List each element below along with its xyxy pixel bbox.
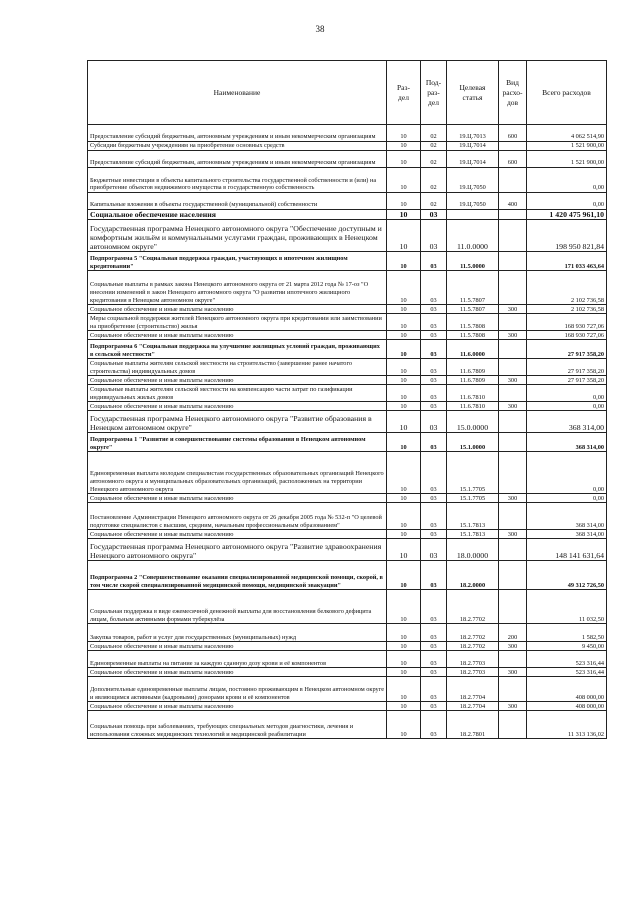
cell-podrazdel: 03 (421, 359, 447, 376)
cell-target: 11.5.7808 (447, 331, 499, 340)
cell-vid (499, 590, 527, 624)
cell-target: 15.0.0000 (447, 411, 499, 433)
cell-target: 15.1.0000 (447, 433, 499, 452)
cell-name: Подпрограмма 2 "Совершенствование оказания специализированной медицинской помощи, скорой, в том числе скорой специализированной медицинской помощи, медицинской эвакуации" (88, 561, 387, 590)
cell-razdel: 10 (387, 590, 421, 624)
table-row (88, 624, 607, 642)
table-row (88, 530, 607, 539)
cell-razdel: 10 (387, 340, 421, 359)
cell-total: 1 521 900,00 (527, 142, 607, 151)
cell-target: 15.1.7705 (447, 452, 499, 494)
cell-name: Социальное обеспечение населения (88, 210, 387, 220)
cell-vid (499, 503, 527, 530)
cell-name: Меры социальной поддержки жителей Ненецкого автономного округа при кредитовании или заимствовании на приобретение (строительство) жилья (88, 314, 387, 331)
cell-target: 18.2.0000 (447, 561, 499, 590)
cell-vid: 300 (499, 331, 527, 340)
table-row (88, 193, 607, 210)
table-row (88, 561, 607, 590)
cell-razdel: 10 (387, 168, 421, 193)
cell-name: Единовременная выплата молодым специалистам государственных образовательных организаций Ненецкого автономного округа и муниципальных образовательных организаций, расположенных на территории Ненецкого автономного округа (88, 452, 387, 494)
table-row (88, 271, 607, 305)
cell-vid: 300 (499, 668, 527, 677)
cell-target: 11.6.7809 (447, 376, 499, 385)
cell-vid (499, 385, 527, 402)
cell-razdel: 10 (387, 494, 421, 503)
cell-podrazdel: 03 (421, 677, 447, 702)
cell-target: 11.0.0000 (447, 220, 499, 252)
cell-razdel: 10 (387, 385, 421, 402)
table-body (88, 125, 607, 739)
cell-total: 49 312 726,50 (527, 561, 607, 590)
cell-podrazdel: 03 (421, 340, 447, 359)
table-row (88, 642, 607, 651)
cell-podrazdel: 03 (421, 376, 447, 385)
cell-target: 18.2.7703 (447, 651, 499, 668)
cell-target: 18.2.7702 (447, 642, 499, 651)
table-row (88, 220, 607, 252)
cell-vid: 300 (499, 530, 527, 539)
cell-total: 368 314,00 (527, 503, 607, 530)
header-total: Всего расходов (527, 61, 607, 125)
page-number: 38 (315, 24, 325, 34)
table-header-row (88, 61, 607, 125)
cell-name: Социальная помощь при заболеваниях, требующих специальных методов диагностики, лечения и использования сложных медицинских технологий и медицинской реабилитации (88, 711, 387, 739)
cell-name: Социальное обеспечение и иные выплаты населению (88, 402, 387, 411)
cell-total: 148 141 631,64 (527, 539, 607, 561)
cell-vid: 400 (499, 193, 527, 210)
table-row (88, 590, 607, 624)
table-row (88, 314, 607, 331)
table-row (88, 539, 607, 561)
cell-vid (499, 433, 527, 452)
cell-razdel: 10 (387, 711, 421, 739)
cell-razdel: 10 (387, 702, 421, 711)
cell-razdel: 10 (387, 651, 421, 668)
cell-target: 18.2.7801 (447, 711, 499, 739)
cell-vid (499, 651, 527, 668)
cell-total: 0,00 (527, 168, 607, 193)
cell-razdel: 10 (387, 151, 421, 168)
cell-podrazdel: 02 (421, 193, 447, 210)
cell-total: 2 102 736,58 (527, 305, 607, 314)
cell-podrazdel: 03 (421, 624, 447, 642)
cell-vid: 300 (499, 494, 527, 503)
cell-total: 0,00 (527, 452, 607, 494)
cell-podrazdel: 03 (421, 252, 447, 271)
table-row (88, 677, 607, 702)
cell-total: 11 313 136,02 (527, 711, 607, 739)
cell-name: Социальное обеспечение и иные выплаты населению (88, 530, 387, 539)
table-row (88, 125, 607, 142)
cell-podrazdel: 03 (421, 668, 447, 677)
cell-vid (499, 142, 527, 151)
cell-name: Социальные выплаты в рамках закона Ненецкого автономного округа от 21 марта 2012 года № 17-оз "О внесении изменений в закон Ненецкого автономного округа "О развитии ипотечного жилищного кредитования в Ненецком автономном округе" (88, 271, 387, 305)
cell-vid: 600 (499, 125, 527, 142)
table-row (88, 151, 607, 168)
cell-target: 11.6.7809 (447, 359, 499, 376)
cell-total: 27 917 358,20 (527, 376, 607, 385)
cell-podrazdel: 03 (421, 305, 447, 314)
cell-podrazdel: 03 (421, 385, 447, 402)
cell-target: 19.Ц.7014 (447, 142, 499, 151)
cell-podrazdel: 03 (421, 642, 447, 651)
cell-name: Социальное обеспечение и иные выплаты населению (88, 494, 387, 503)
cell-vid: 300 (499, 702, 527, 711)
cell-name: Подпрограмма 6 "Социальная поддержка на улучшение жилищных условий граждан, проживающих в сельской местности" (88, 340, 387, 359)
cell-razdel: 10 (387, 642, 421, 651)
cell-total: 523 316,44 (527, 668, 607, 677)
cell-razdel: 10 (387, 411, 421, 433)
cell-razdel: 10 (387, 252, 421, 271)
cell-razdel: 10 (387, 624, 421, 642)
cell-razdel: 10 (387, 376, 421, 385)
cell-vid: 300 (499, 305, 527, 314)
cell-name: Постановление Администрации Ненецкого автономного округа от 26 декабря 2005 года № 532-п "О целевой подготовке специалистов с высшим, средним, начальным профессиональным образованием" (88, 503, 387, 530)
cell-name: Единовременные выплаты на питание за каждую сданную дозу крови и её компонентов (88, 651, 387, 668)
cell-podrazdel: 03 (421, 494, 447, 503)
cell-total: 368 314,00 (527, 530, 607, 539)
table-row (88, 340, 607, 359)
cell-name: Социальная поддержка в виде ежемесячной денежной выплаты для восстановления белкового дефицита лицам, больным активными формами туберкулёза (88, 590, 387, 624)
cell-target: 18.2.7703 (447, 668, 499, 677)
cell-podrazdel: 03 (421, 331, 447, 340)
header-target: Целевая статья (447, 61, 499, 125)
cell-vid (499, 314, 527, 331)
cell-razdel: 10 (387, 530, 421, 539)
header-podrazdel: Под- раз- дел (421, 61, 447, 125)
cell-vid (499, 711, 527, 739)
cell-podrazdel: 03 (421, 452, 447, 494)
cell-target: 15.1.7813 (447, 530, 499, 539)
cell-podrazdel: 02 (421, 142, 447, 151)
cell-target: 11.5.7807 (447, 305, 499, 314)
cell-podrazdel: 03 (421, 210, 447, 220)
cell-vid (499, 561, 527, 590)
cell-vid (499, 452, 527, 494)
table-row (88, 252, 607, 271)
table-row (88, 168, 607, 193)
cell-total: 0,00 (527, 494, 607, 503)
cell-vid: 200 (499, 624, 527, 642)
cell-podrazdel: 03 (421, 651, 447, 668)
cell-podrazdel: 03 (421, 561, 447, 590)
cell-razdel: 10 (387, 402, 421, 411)
cell-name: Предоставление субсидий бюджетным, автономным учреждениям и иным некоммерческим организациям (88, 151, 387, 168)
cell-podrazdel: 03 (421, 590, 447, 624)
cell-vid (499, 210, 527, 220)
cell-name: Предоставление субсидий бюджетным, автономным учреждениям и иным некоммерческим организациям (88, 125, 387, 142)
cell-name: Государственная программа Ненецкого автономного округа "Обеспечение доступным и комфортным жильём и коммунальными услугами граждан, проживающих в Ненецком автономном округе" (88, 220, 387, 252)
cell-podrazdel: 03 (421, 433, 447, 452)
cell-target: 11.5.7807 (447, 271, 499, 305)
table-row (88, 376, 607, 385)
cell-podrazdel: 03 (421, 220, 447, 252)
table-row (88, 331, 607, 340)
cell-target: 15.1.7705 (447, 494, 499, 503)
table-row (88, 210, 607, 220)
cell-target: 18.2.7702 (447, 624, 499, 642)
cell-vid (499, 411, 527, 433)
table-row (88, 668, 607, 677)
cell-name: Государственная программа Ненецкого автономного округа "Развитие образования в Ненецком автономном округе" (88, 411, 387, 433)
cell-total: 198 950 821,84 (527, 220, 607, 252)
cell-name: Социальное обеспечение и иные выплаты населению (88, 376, 387, 385)
cell-vid (499, 220, 527, 252)
cell-target: 18.0.0000 (447, 539, 499, 561)
table-row (88, 494, 607, 503)
cell-vid: 300 (499, 376, 527, 385)
cell-name: Социальное обеспечение и иные выплаты населению (88, 668, 387, 677)
cell-name: Социальное обеспечение и иные выплаты населению (88, 331, 387, 340)
cell-razdel: 10 (387, 193, 421, 210)
cell-total: 9 450,00 (527, 642, 607, 651)
budget-table (87, 60, 607, 739)
cell-vid: 300 (499, 402, 527, 411)
cell-name: Подпрограмма 5 "Социальная поддержка граждан, участвующих в ипотечном жилищном кредитовании" (88, 252, 387, 271)
cell-razdel: 10 (387, 305, 421, 314)
cell-name: Бюджетные инвестиции в объекты капитального строительства государственной собственности и (или) на приобретение объектов недвижимого имущества в государственную собственность (88, 168, 387, 193)
header-vid: Вид расхо- дов (499, 61, 527, 125)
cell-name: Капитальные вложения в объекты государственной (муниципальной) собственности (88, 193, 387, 210)
cell-total: 1 420 475 961,10 (527, 210, 607, 220)
cell-total: 408 000,00 (527, 702, 607, 711)
cell-razdel: 10 (387, 142, 421, 151)
cell-vid (499, 252, 527, 271)
cell-total: 368 314,00 (527, 433, 607, 452)
cell-podrazdel: 03 (421, 530, 447, 539)
cell-podrazdel: 03 (421, 711, 447, 739)
cell-name: Социальные выплаты жителям сельской местности на строительство (завершение ранее начатого строительства) индивидуальных домов (88, 359, 387, 376)
cell-razdel: 10 (387, 539, 421, 561)
cell-target: 11.6.7810 (447, 385, 499, 402)
cell-razdel: 10 (387, 433, 421, 452)
cell-podrazdel: 03 (421, 702, 447, 711)
cell-total: 168 930 727,06 (527, 314, 607, 331)
cell-total: 168 930 727,06 (527, 331, 607, 340)
table-row (88, 702, 607, 711)
cell-razdel: 10 (387, 503, 421, 530)
cell-razdel: 10 (387, 125, 421, 142)
cell-vid: 300 (499, 642, 527, 651)
cell-target (447, 210, 499, 220)
cell-total: 0,00 (527, 385, 607, 402)
cell-target: 19.Ц.7013 (447, 125, 499, 142)
cell-total: 27 917 358,20 (527, 340, 607, 359)
table-row (88, 433, 607, 452)
cell-total: 1 521 900,00 (527, 151, 607, 168)
table-row (88, 711, 607, 739)
cell-total: 1 582,50 (527, 624, 607, 642)
cell-total: 0,00 (527, 402, 607, 411)
header-name: Наименование (88, 61, 387, 125)
cell-razdel: 10 (387, 668, 421, 677)
cell-target: 19.Ц.7014 (447, 151, 499, 168)
table-row (88, 305, 607, 314)
cell-razdel: 10 (387, 359, 421, 376)
table-row (88, 503, 607, 530)
table-row (88, 411, 607, 433)
cell-total: 27 917 358,20 (527, 359, 607, 376)
cell-vid (499, 168, 527, 193)
table-row (88, 651, 607, 668)
cell-vid (499, 271, 527, 305)
cell-razdel: 10 (387, 220, 421, 252)
cell-razdel: 10 (387, 331, 421, 340)
cell-vid (499, 539, 527, 561)
cell-podrazdel: 02 (421, 151, 447, 168)
cell-podrazdel: 03 (421, 314, 447, 331)
table-row (88, 142, 607, 151)
cell-razdel: 10 (387, 271, 421, 305)
cell-podrazdel: 03 (421, 411, 447, 433)
cell-target: 19.Ц.7050 (447, 168, 499, 193)
cell-name: Дополнительные единовременные выплаты лицам, постоянно проживающим в Ненецком автономном округе и являющимся активными (кадровыми) донорами крови и её компонентов (88, 677, 387, 702)
cell-total: 11 032,50 (527, 590, 607, 624)
table-row (88, 402, 607, 411)
cell-vid: 600 (499, 151, 527, 168)
cell-target: 18.2.7702 (447, 590, 499, 624)
cell-razdel: 10 (387, 677, 421, 702)
cell-razdel: 10 (387, 210, 421, 220)
cell-total: 0,00 (527, 193, 607, 210)
cell-podrazdel: 02 (421, 168, 447, 193)
cell-target: 11.5.7808 (447, 314, 499, 331)
cell-target: 18.2.7704 (447, 702, 499, 711)
cell-target: 18.2.7704 (447, 677, 499, 702)
cell-target: 11.5.0000 (447, 252, 499, 271)
table-row (88, 452, 607, 494)
cell-name: Социальные выплаты жителям сельской местности на компенсацию части затрат по газификации индивидуальных жилых домов (88, 385, 387, 402)
cell-podrazdel: 03 (421, 271, 447, 305)
cell-podrazdel: 02 (421, 125, 447, 142)
cell-name: Социальное обеспечение и иные выплаты населению (88, 642, 387, 651)
cell-name: Закупка товаров, работ и услуг для государственных (муниципальных) нужд (88, 624, 387, 642)
table-row (88, 359, 607, 376)
cell-total: 171 033 463,64 (527, 252, 607, 271)
cell-razdel: 10 (387, 452, 421, 494)
cell-name: Субсидии бюджетным учреждениям на приобретение основных средств (88, 142, 387, 151)
cell-podrazdel: 03 (421, 539, 447, 561)
cell-target: 11.6.0000 (447, 340, 499, 359)
cell-target: 19.Ц.7050 (447, 193, 499, 210)
cell-target: 15.1.7813 (447, 503, 499, 530)
cell-total: 523 316,44 (527, 651, 607, 668)
cell-total: 408 000,00 (527, 677, 607, 702)
cell-podrazdel: 03 (421, 402, 447, 411)
cell-razdel: 10 (387, 314, 421, 331)
cell-podrazdel: 03 (421, 503, 447, 530)
cell-name: Социальное обеспечение и иные выплаты населению (88, 305, 387, 314)
cell-total: 4 062 514,90 (527, 125, 607, 142)
cell-vid (499, 340, 527, 359)
cell-total: 2 102 736,58 (527, 271, 607, 305)
cell-razdel: 10 (387, 561, 421, 590)
cell-name: Государственная программа Ненецкого автономного округа "Развитие здравоохранения Ненецкого автономного округа" (88, 539, 387, 561)
cell-target: 11.6.7810 (447, 402, 499, 411)
header-razdel: Раз- дел (387, 61, 421, 125)
cell-vid (499, 677, 527, 702)
cell-total: 368 314,00 (527, 411, 607, 433)
cell-name: Подпрограмма 1 "Развитие и совершенствование системы образования в Ненецком автономном округе" (88, 433, 387, 452)
cell-vid (499, 359, 527, 376)
table-row (88, 385, 607, 402)
cell-name: Социальное обеспечение и иные выплаты населению (88, 702, 387, 711)
